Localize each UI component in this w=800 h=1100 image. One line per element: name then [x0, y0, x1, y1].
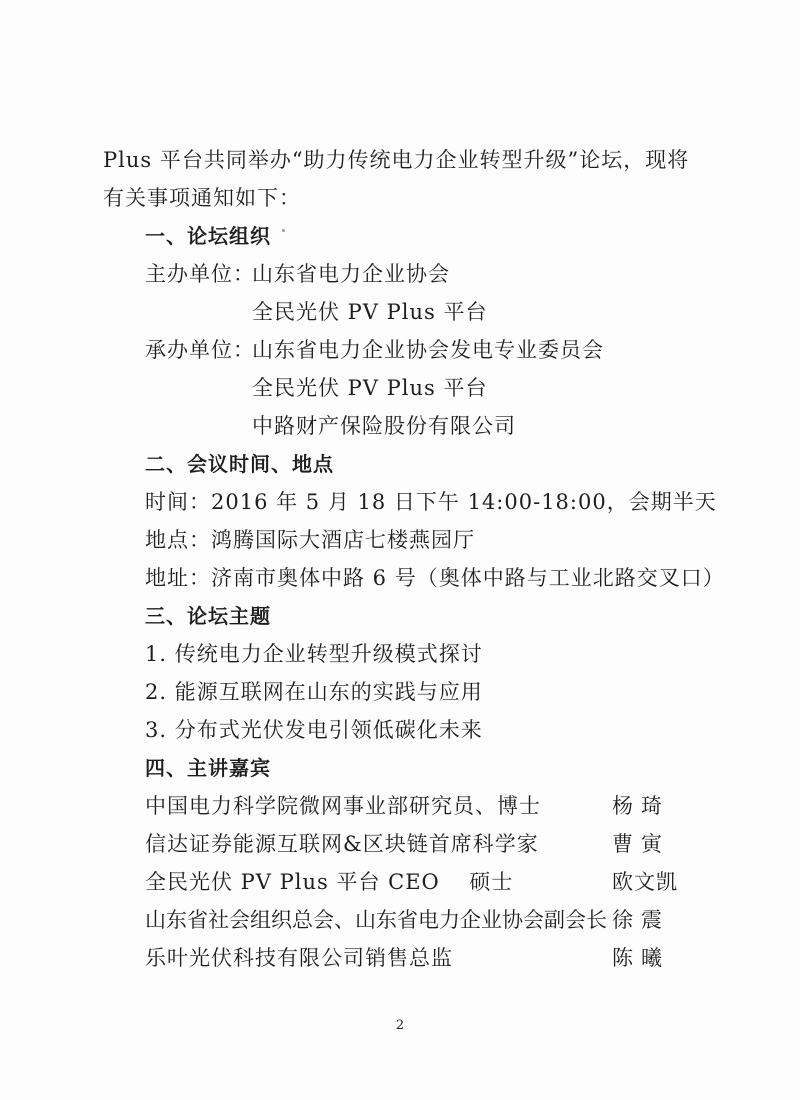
host-label: 主办单位： [145, 262, 255, 286]
meeting-address: 地址：济南市奥体中路 6 号（奥体中路与工业北路交叉口） [145, 566, 725, 590]
organizer-label: 承办单位： [145, 338, 255, 362]
intro-line-2: 有关事项通知如下： [103, 186, 301, 210]
scan-speck [282, 229, 285, 232]
organizer-unit-2: 全民光伏 PV Plus 平台 [252, 376, 488, 400]
speaker-name-4: 徐震 [612, 908, 670, 932]
speaker-title-5: 乐叶光伏科技有限公司销售总监 [145, 946, 453, 970]
speaker-title-4: 山东省社会组织总会、山东省电力企业协会副会长 [145, 908, 607, 932]
host-unit-1: 山东省电力企业协会 [252, 262, 450, 286]
speaker-title-1: 中国电力科学院微网事业部研究员、博士 [145, 794, 541, 818]
section-heading-topics: 三、论坛主题 [145, 604, 271, 628]
organizer-unit-1: 山东省电力企业协会发电专业委员会 [252, 338, 604, 362]
intro-line-1: Plus 平台共同举办“助力传统电力企业转型升级”论坛，现将 [103, 148, 690, 172]
host-unit-2: 全民光伏 PV Plus 平台 [252, 300, 488, 324]
page-number: 2 [395, 1018, 405, 1033]
organizer-unit-3: 中路财产保险股份有限公司 [252, 414, 516, 438]
meeting-venue: 地点：鸿腾国际大酒店七楼燕园厅 [145, 528, 475, 552]
topic-item-1: 1. 传统电力企业转型升级模式探讨 [145, 642, 483, 666]
speaker-title-2: 信达证券能源互联网&区块链首席科学家 [145, 832, 539, 856]
speaker-name-2: 曹寅 [612, 832, 670, 856]
speaker-name-5: 陈曦 [612, 946, 670, 970]
speaker-name-1: 杨琦 [612, 794, 670, 818]
section-heading-organization: 一、论坛组织 [145, 224, 271, 248]
topic-item-2: 2. 能源互联网在山东的实践与应用 [145, 680, 483, 704]
speaker-title-3: 全民光伏 PV Plus 平台 CEO 硕士 [145, 870, 514, 894]
meeting-time: 时间：2016 年 5 月 18 日下午 14:00-18:00，会期半天 [145, 490, 717, 514]
section-heading-time-place: 二、会议时间、地点 [145, 452, 334, 476]
topic-item-3: 3. 分布式光伏发电引领低碳化未来 [145, 718, 483, 742]
section-heading-speakers: 四、主讲嘉宾 [145, 756, 271, 780]
speaker-name-3: 欧文凯 [612, 870, 678, 894]
